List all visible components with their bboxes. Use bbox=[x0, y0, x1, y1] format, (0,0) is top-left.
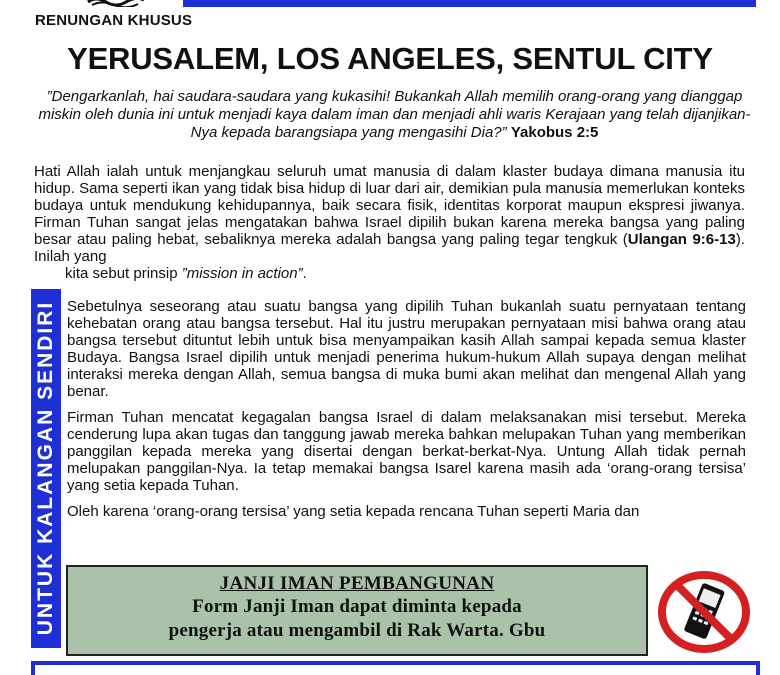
notice-line-1: Form Janji Iman dapat diminta kepada bbox=[192, 596, 522, 617]
body-paragraph-1: Sebetulnya seseorang atau suatu bangsa yang dipilih Tuhan bukanlah suatu pernyataan tentang kehebatan orang atau bangsa tersebut. Hal itu justru merupakan pernyataan misi bahwa orang atau bangsa tersebut dituntut lebih untuk bisa menyampaikan kasih Allah sampai kepada semua klaster Budaya. Bangsa Israel dipilih untuk menjadi penerima hukum-hukum Allah supaya dengan melihat interaksi mereka dengan Allah, semua bangsa di muka bumi akan melihat dan mengenal Allah yang benar. bbox=[67, 298, 746, 400]
body-column bbox=[67, 298, 746, 520]
no-phone-icon bbox=[657, 571, 751, 653]
section-label: RENUNGAN KHUSUS bbox=[35, 12, 193, 29]
top-rule bbox=[183, 0, 756, 7]
notice-title: JANJI IMAN PEMBANGUNAN bbox=[219, 573, 495, 594]
intro-last-text: kita sebut prinsip bbox=[65, 265, 182, 282]
bottom-rule bbox=[31, 661, 760, 675]
page-title: YERUSALEM, LOS ANGELES, SENTUL CITY bbox=[67, 41, 713, 76]
intro-emphasis: ”mission in action” bbox=[181, 265, 303, 282]
intro-text: Hati Allah ialah untuk menjangkau seluruh umat manusia di dalam klaster budaya dimana manusia itu hidup. Sama seperti ikan yang tidak bisa hidup di luar dari air, demikian pula manusia memerlukan konteks budaya untuk mendukung kehidupannya, baik secara fisik, identitas korporat maupun ekspresi jiwanya. Firman Tuhan sangat jelas mengatakan bahwa Israel dipilih bukan karena mereka bangsa yang paling besar atau paling hebat, sebaliknya mereka adalah bangsa yang paling tegar tengkuk ( bbox=[34, 163, 745, 248]
intro-end: . bbox=[302, 265, 307, 282]
body-paragraph-2: Firman Tuhan mencatat kegagalan bangsa Israel di dalam melaksanakan misi tersebut. Mereka cenderung lupa akan tugas dan tanggung jawab mereka bahkan melupakan Tuhan yang memberikan panggilan kepada mereka yang disertai dengan berkat-berkat-Nya. Untung Allah tidak pernah melupakan panggilan-Nya. Ia tetap memakai bangsa Isarel karena masih ada ‘orang-orang tersisa’ yang setia kepada Tuhan. bbox=[67, 409, 746, 494]
sidebar-label: UNTUK KALANGAN SENDIRI bbox=[34, 300, 57, 636]
logo-scrap bbox=[86, 0, 146, 7]
notice-box bbox=[66, 565, 648, 656]
scripture-quote bbox=[36, 88, 753, 142]
quote-text: ”Dengarkanlah, hai saudara-saudara yang kukasihi! Bukankah Allah memilih orang-orang yang dianggap miskin oleh dunia ini untuk menjadi kaya dalam iman dan menjadi ahli waris Kerajaan yang telah dijanjikan-Nya kepada barangsiapa yang mengasihi Dia?” bbox=[38, 88, 751, 141]
intro-reference: Ulangan 9:6-13 bbox=[627, 231, 736, 248]
notice-line-2: pengerja atau mengambil di Rak Warta. Gbu bbox=[168, 620, 546, 641]
intro-text-after: ). Inilah yang bbox=[34, 231, 745, 265]
intro-last-line bbox=[34, 265, 745, 282]
quote-reference: Yakobus 2:5 bbox=[510, 124, 599, 141]
body-paragraph-3: Oleh karena ‘orang-orang tersisa’ yang setia kepada rencana Tuhan seperti Maria dan bbox=[67, 503, 640, 520]
intro-paragraph bbox=[34, 163, 745, 282]
